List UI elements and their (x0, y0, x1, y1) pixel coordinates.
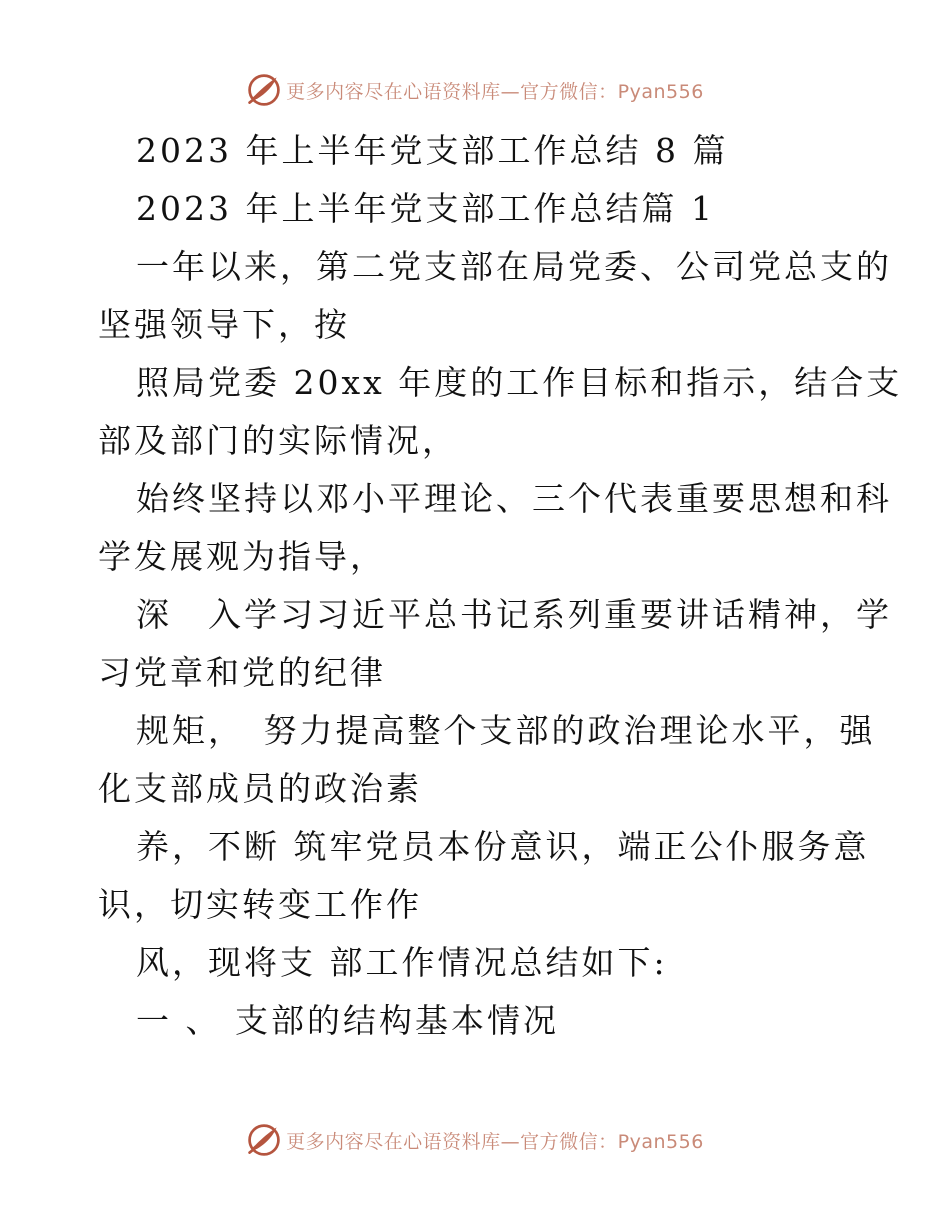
text-line: 习党章和党的纪律 (98, 653, 386, 692)
text-line: 始终坚持以邓小平理论、三个代表重要思想和科 (136, 479, 892, 518)
text-line: 规矩， 努力提高整个支部的政治理论水平，强 (136, 711, 876, 750)
text-line: 一年以来，第二党支部在局党委、公司党总支的 (136, 247, 892, 286)
text-line: 2023 年上半年党支部工作总结篇 1 (136, 189, 715, 228)
text-line: 2023 年上半年党支部工作总结 8 篇 (136, 131, 729, 170)
text-line: 部及部门的实际情况， (98, 421, 458, 460)
quill-logo-icon (246, 72, 282, 108)
text-line: 风，现将支 部工作情况总结如下: (136, 943, 668, 982)
text-line: 一 、 支部的结构基本情况 (136, 1001, 559, 1040)
text-line: 坚强领导下，按 (98, 305, 350, 344)
quill-logo-icon (246, 1122, 282, 1158)
banner-text: 更多内容尽在心语资料库—官方微信：Pyan556 (286, 80, 704, 103)
text-line: 学发展观为指导， (98, 537, 386, 576)
text-line: 养，不断 筑牢党员本份意识，端正公仆服务意 (136, 827, 870, 866)
text-line: 化支部成员的政治素 (98, 769, 422, 808)
document-body (98, 122, 903, 1050)
banner-text: 更多内容尽在心语资料库—官方微信：Pyan556 (286, 1130, 704, 1153)
header-banner (0, 70, 950, 110)
text-line: 识，切实转变工作作 (98, 885, 422, 924)
text-line: 深 入学习习近平总书记系列重要讲话精神，学 (136, 595, 892, 634)
text-line: 照局党委 20xx 年度的工作目标和指示，结合支 (136, 363, 903, 402)
footer-banner (0, 1120, 950, 1160)
